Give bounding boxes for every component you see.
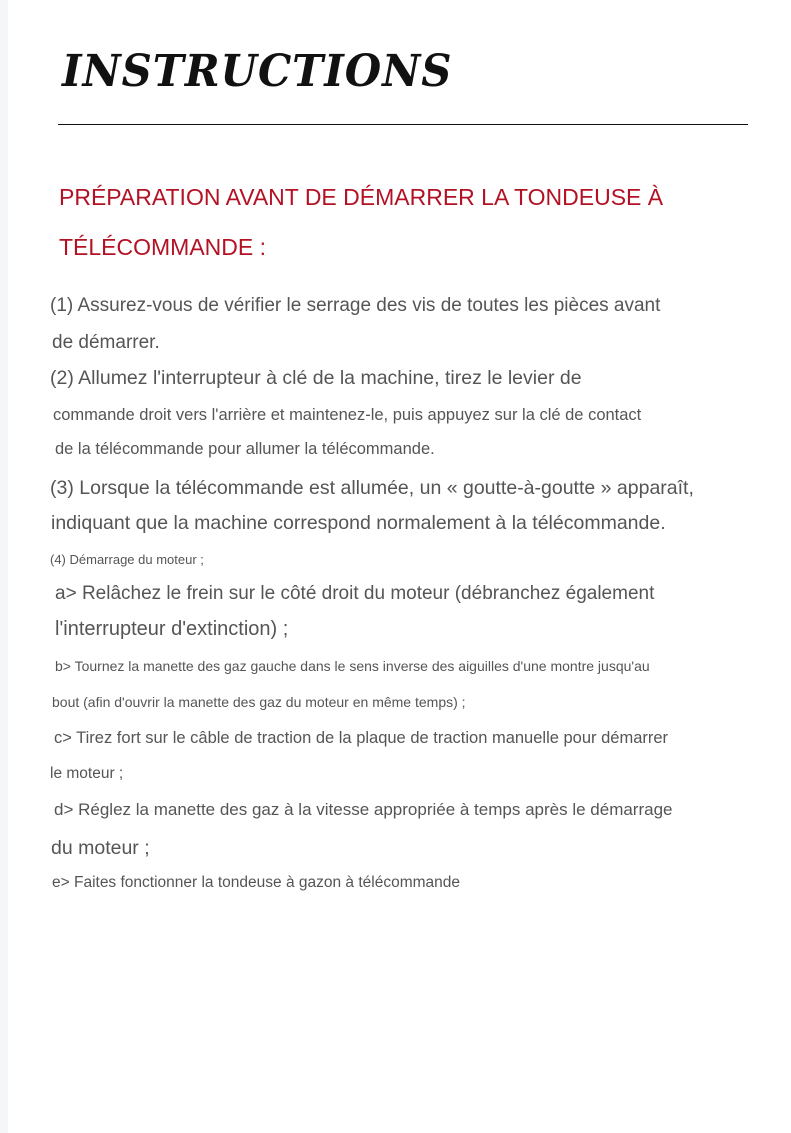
substep-b-line-2: bout (afin d'ouvrir la manette des gaz du moteur en même temps) ;: [52, 694, 466, 710]
substep-c-line-2: le moteur ;: [50, 765, 124, 782]
substep-c-line-1: c> Tirez fort sur le câble de traction de la plaque de traction manuelle pour démarrer: [54, 729, 669, 747]
step-1-line-1: (1) Assurez-vous de vérifier le serrage des vis de toutes les pièces avant: [50, 295, 661, 316]
substep-d-line-1: d> Réglez la manette des gaz à la vitesse appropriée à temps après le démarrage: [54, 800, 673, 819]
substep-d-line-2: du moteur ;: [51, 837, 150, 859]
step-3-line-2: indiquant que la machine correspond normalement à la télécommande.: [51, 512, 666, 534]
page-title: INSTRUCTIONS: [62, 46, 453, 97]
substep-b-line-1: b> Tournez la manette des gaz gauche dans le sens inverse des aiguilles d'une montre jusqu'au: [55, 658, 650, 674]
substep-e: e> Faites fonctionner la tondeuse à gazon à télécommande: [52, 874, 461, 891]
step-3-line-1: (3) Lorsque la télécommande est allumée, un « goutte-à-goutte » apparaît,: [50, 477, 694, 499]
section-heading-line-1: PRÉPARATION AVANT DE DÉMARRER LA TONDEUSE À: [59, 184, 664, 210]
title-divider: [58, 124, 748, 125]
step-1-line-2: de démarrer.: [52, 332, 160, 353]
substep-a-line-2: l'interrupteur d'extinction) ;: [55, 618, 289, 640]
substep-a-line-1: a> Relâchez le frein sur le côté droit du moteur (débranchez également: [55, 583, 655, 604]
step-2-line-3: de la télécommande pour allumer la télécommande.: [55, 440, 435, 458]
page-margin-strip: [0, 0, 8, 1133]
step-2-line-1: (2) Allumez l'interrupteur à clé de la machine, tirez le levier de: [50, 367, 582, 389]
section-heading-line-2: TÉLÉCOMMANDE :: [59, 234, 267, 260]
step-2-line-2: commande droit vers l'arrière et maintenez-le, puis appuyez sur la clé de contact: [53, 406, 642, 424]
step-4-heading: (4) Démarrage du moteur ;: [50, 552, 204, 567]
